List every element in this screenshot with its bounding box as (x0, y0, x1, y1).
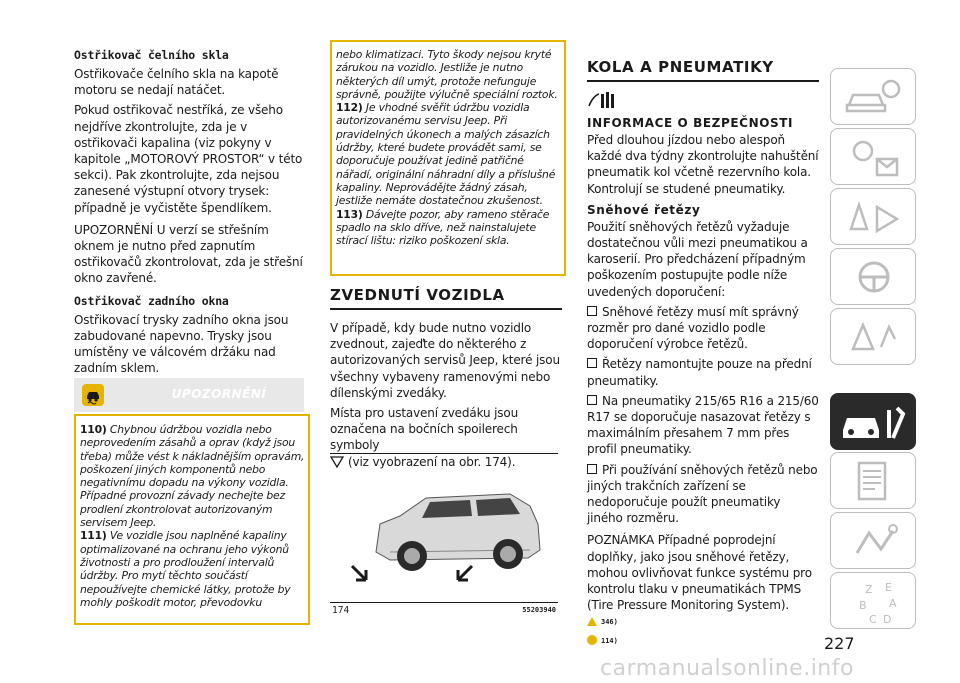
note-text: Dávejte pozor, aby rameno stěrače spadlo na sklo dříve, než nainstalujete stírací lištu: riziko poškození skla. (336, 207, 550, 248)
svg-text:C: C (869, 613, 877, 626)
bullet-item (587, 356, 819, 388)
note-text: nebo klimatizaci. Tyto škody nejsou kryté zárukou na vozidlo. Jestliže je nutno některých díl umýt, protože nefunguje správně, použijte výlučně speciální roztok. (336, 48, 558, 101)
warning-box-continued (330, 40, 566, 276)
figure-174 (330, 453, 558, 616)
paragraph: Ostřikovací trysky zadního okna jsou zabudované napevno. Trysky jsou umístěny ve válcovém držáku nad zadním sklem. (74, 312, 289, 376)
note-number: 112) (336, 101, 363, 115)
svg-text:E: E (885, 581, 892, 594)
index-letters-icon (831, 573, 917, 630)
bullet-text: Řetězy namontujte pouze na přední pneumatiky. (587, 357, 812, 388)
paragraph: UPOZORNĚNÍ U verzí se střešním oknem je nutno před zapnutím ostřikovačů zkontrolovat, zda je střešní okno zavřené. (74, 222, 303, 286)
sidebar-item-index[interactable] (830, 572, 916, 629)
bullet-text: Při používání sněhových řetězů nebo jiných trakčních zařízení se nedoporučuje použít pneumatiky jiného rozměru. (587, 462, 818, 526)
svg-text:B: B (859, 599, 867, 612)
subtitle-snow-chains: Sněhové řetězy (587, 202, 701, 217)
section-title-wheels: KOLA A PNEUMATIKY (587, 58, 774, 76)
title-rule (587, 80, 819, 82)
heading-rear-washer: Ostřikovač zadního okna (74, 293, 229, 308)
sidebar-item-emergency[interactable] (830, 308, 916, 365)
safety-icon (831, 129, 917, 186)
bullet-item (587, 304, 819, 353)
multimedia-icon (831, 513, 917, 570)
paragraph: Ostřikovače čelního skla na kapotě motoru se nedají natáčet. (74, 67, 279, 98)
bullet-box (587, 358, 597, 368)
emergency-icon (831, 309, 917, 366)
sidebar-item-safety[interactable] (830, 128, 916, 185)
bullet-text: Sněhové řetězy musí mít správný rozměr pro dané vozidlo podle doporučení výrobce řetězů. (587, 304, 799, 352)
paragraph: POZNÁMKA Případné poprodejní doplňky, jako jsou sněhové řetězy, mohou ovlivňovat funkce systému pro kontrolu tlaku v pneumatikách TPMS (Tire Pressure Monitoring System). (587, 533, 812, 613)
paragraph: V případě, kdy bude nutno vozidlo zvednout, zajeďte do některého z autorizovaných servisů Jeep, které jsou všechny vybaveny ramenovými nebo dílenskými zvedáky. (330, 321, 560, 400)
paragraph-text: (viz vyobrazení na obr. 174). (348, 454, 516, 469)
svg-text:Z: Z (865, 583, 873, 596)
attention-icon (587, 635, 597, 647)
note-number: 111) (80, 529, 107, 543)
car-skid-warning-icon (82, 384, 104, 406)
watermark: carmanualsonline.info (600, 656, 854, 681)
subtitle-safety: INFORMACE O BEZPEČNOSTI (587, 116, 794, 130)
paragraph: Pokud ostřikovač nestříká, ze všeho nejdříve zkontrolujte, zda je v ostřikovači kapalina (viz pokyny v kapitole „MOTOROVÝ PROSTOR“ v této sekci). Pak zkontrolujte, zda nejsou zanesené výstupní otvory trysek: případně je vyčistěte špendlíkem. (74, 103, 303, 215)
heading-windscreen-washer: Ostřikovač čelního skla (74, 48, 229, 62)
bullet-box (587, 464, 597, 474)
left-column (74, 0, 306, 380)
warning-lights-icon (831, 189, 917, 246)
bullet-item (587, 393, 819, 458)
note-text: Ve vozidle jsou naplněné kapaliny optimalizované na ochranu jeho výkonů životnosti a pro prodloužení intervalů údržby. Pro mytí těchto součástí nepoužívejte chemické látky, protože by mohly poškodit motor, převodovku (80, 529, 291, 609)
tire-snow-icon (587, 90, 819, 112)
sidebar-item-dashboard[interactable] (830, 68, 916, 125)
note-text: Chybnou údržbou vozidla nebo neprovedením zásahů a oprav (když jsou třeba) může vést k nákladnějším opravám, poškození jiných komponentů nebo negativnímu dopadu na výkony vozidla. Případné provozní závady nechejte bez prodlení zkontrolovat autorizovaným servisem Jeep. (80, 423, 305, 530)
car-lift-points-illustration (330, 454, 558, 602)
warning-header (74, 378, 304, 412)
note-number: 110) (80, 423, 107, 436)
right-column (587, 58, 819, 647)
bullet-box (587, 306, 597, 316)
note-number: 113) (336, 207, 363, 221)
bullet-item (587, 462, 819, 527)
bullet-box (587, 395, 597, 405)
car-wrench-icon (831, 394, 917, 451)
sidebar-item-multimedia[interactable] (830, 512, 916, 569)
sidebar-item-steering[interactable] (830, 248, 916, 305)
title-rule (330, 308, 562, 310)
paragraph-text: Místa pro ustavení zvedáku jsou označena na bočních spoilerech symboly (330, 406, 519, 453)
middle-column (330, 286, 562, 476)
svg-text:D: D (883, 613, 892, 626)
svg-text:A: A (889, 597, 897, 610)
steering-wheel-icon (831, 249, 917, 306)
section-title-lifting: ZVEDNUTÍ VOZIDLA (330, 286, 505, 304)
sidebar-item-warning-lights[interactable] (830, 188, 916, 245)
paragraph: Použití sněhových řetězů vyžaduje dostatečnou vůli mezi pneumatikou a karoserií. Pro předcházení případným poškozením postupujte podle níže uvedených doporučení: (587, 219, 808, 299)
reference-number: 346) (601, 618, 618, 627)
dashboard-icon (831, 69, 917, 126)
figure-code: 55203940 (522, 606, 556, 614)
warning-title: UPOZORNĚNÍ (171, 387, 267, 401)
reference (587, 617, 819, 647)
warning-box (74, 414, 310, 625)
figure-number: 174 (332, 605, 350, 616)
warning-triangle-icon (587, 617, 597, 628)
reference-number: 114) (601, 637, 618, 646)
note-text: Je vhodné svěřit údržbu vozidla autorizovanému servisu Jeep. Při pravidelných úkonech a malých zásazích údržby, které budete provádět sami, se doporučuje používat jedině patřičné nářadí, originální náhradní díly a příslušné kapaliny. Neprovádějte žádný zásah, jestliže nemáte dostatečnou zkušenost. (336, 101, 556, 208)
sidebar-item-service-maintenance[interactable] (830, 393, 916, 450)
bullet-text: Na pneumatiky 215/65 R16 a 215/60 R17 se doporučuje nasazovat řetězy s maximálním přesahem 7 mm přes profil pneumatiky. (587, 393, 819, 457)
page-number: 227 (824, 634, 855, 653)
paragraph: Před dlouhou jízdou nebo alespoň každé dva týdny zkontrolujte nahuštění pneumatik kol včetně rezervního kola. Kontrolují se studené pneumatiky. (587, 133, 819, 196)
figure-rule (330, 602, 558, 603)
sidebar-item-technical-data[interactable] (830, 452, 916, 509)
technical-data-icon (831, 453, 917, 510)
